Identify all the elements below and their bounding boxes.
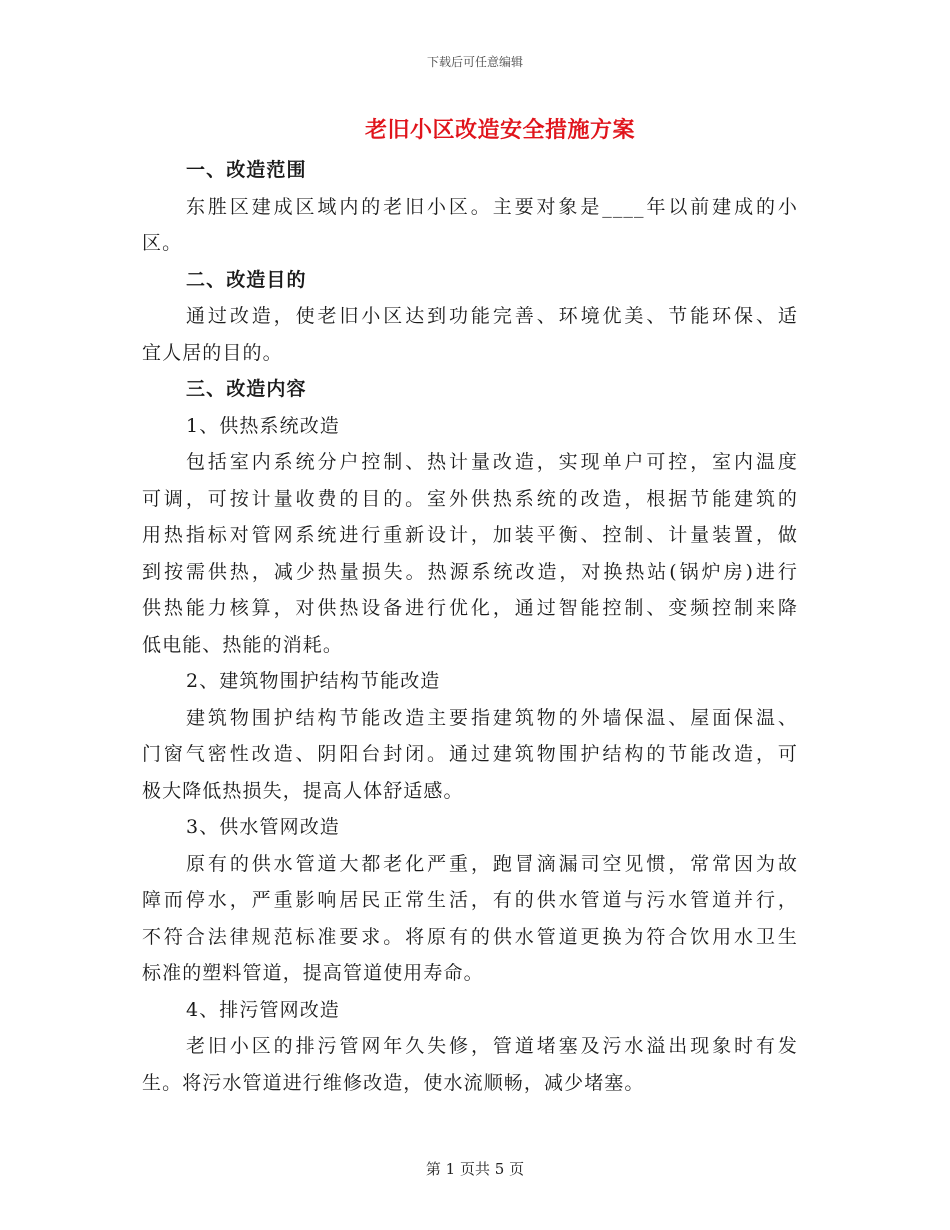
paragraph-line: 障而停水，严重影响居民正常生活，有的供水管道与污水管道并行， (142, 889, 798, 911)
paragraph-line: 区。 (142, 232, 183, 254)
page-footer: 第 1 页共 5 页 (425, 1160, 525, 1178)
paragraph-line: 宜人居的目的。 (142, 341, 283, 364)
section-heading: 三、改造内容 (186, 378, 307, 400)
paragraph-line: 供热能力核算，对供热设备进行优化，通过智能控制、变频控制来降 (142, 597, 798, 619)
section-heading: 二、改造目的 (186, 268, 307, 291)
paragraph-line: 极大降低热损失，提高人体舒适感。 (142, 779, 464, 802)
paragraph (142, 846, 798, 992)
subsection-heading: 4、排污管网改造 (186, 998, 340, 1021)
paragraph (142, 189, 798, 262)
page-header: 下载后可任意编辑 (426, 55, 523, 69)
section-heading: 一、改造范围 (186, 159, 307, 181)
paragraph-line: 建筑物围护结构节能改造主要指建筑物的外墙保温、屋面保温、 (186, 706, 798, 729)
document-body (142, 152, 798, 1101)
subsection-heading: 3、供水管网改造 (186, 816, 340, 838)
paragraph-line: 原有的供水管道大都老化严重，跑冒滴漏司空见惯，常常因为故 (186, 852, 798, 875)
document-title: 老旧小区改造安全措施方案 (364, 117, 635, 143)
paragraph-line: 东胜区建成区域内的老旧小区。主要对象是____年以前建成的小 (186, 195, 798, 218)
paragraph-line: 用热指标对管网系统进行重新设计，加装平衡、控制、计量装置，做 (142, 524, 798, 546)
paragraph (142, 1028, 798, 1101)
paragraph (142, 444, 798, 663)
subsection-heading: 2、建筑物围护结构节能改造 (186, 670, 441, 692)
paragraph-line: 到按需供热，减少热量损失。热源系统改造，对换热站(锅炉房)进行 (142, 560, 798, 583)
paragraph-line: 通过改造，使老旧小区达到功能完善、环境优美、节能环保、适 (186, 305, 798, 327)
paragraph (142, 298, 798, 371)
paragraph-line: 门窗气密性改造、阴阳台封闭。通过建筑物围护结构的节能改造，可 (142, 743, 798, 765)
paragraph-line: 不符合法律规范标准要求。将原有的供水管道更换为符合饮用水卫生 (142, 925, 798, 948)
paragraph-line: 可调，可按计量收费的目的。室外供热系统的改造，根据节能建筑的 (142, 487, 798, 510)
paragraph-line: 包括室内系统分户控制、热计量改造，实现单户可控，室内温度 (186, 451, 798, 473)
paragraph-line: 生。将污水管道进行维修改造，使水流顺畅，减少堵塞。 (142, 1071, 645, 1094)
subsection-heading: 1、供热系统改造 (186, 414, 340, 437)
paragraph-line: 标准的塑料管道，提高管道使用寿命。 (142, 962, 484, 984)
paragraph-line: 低电能、热能的消耗。 (142, 633, 344, 656)
paragraph-line: 老旧小区的排污管网年久失修，管道堵塞及污水溢出现象时有发 (186, 1035, 798, 1057)
paragraph (142, 700, 798, 810)
